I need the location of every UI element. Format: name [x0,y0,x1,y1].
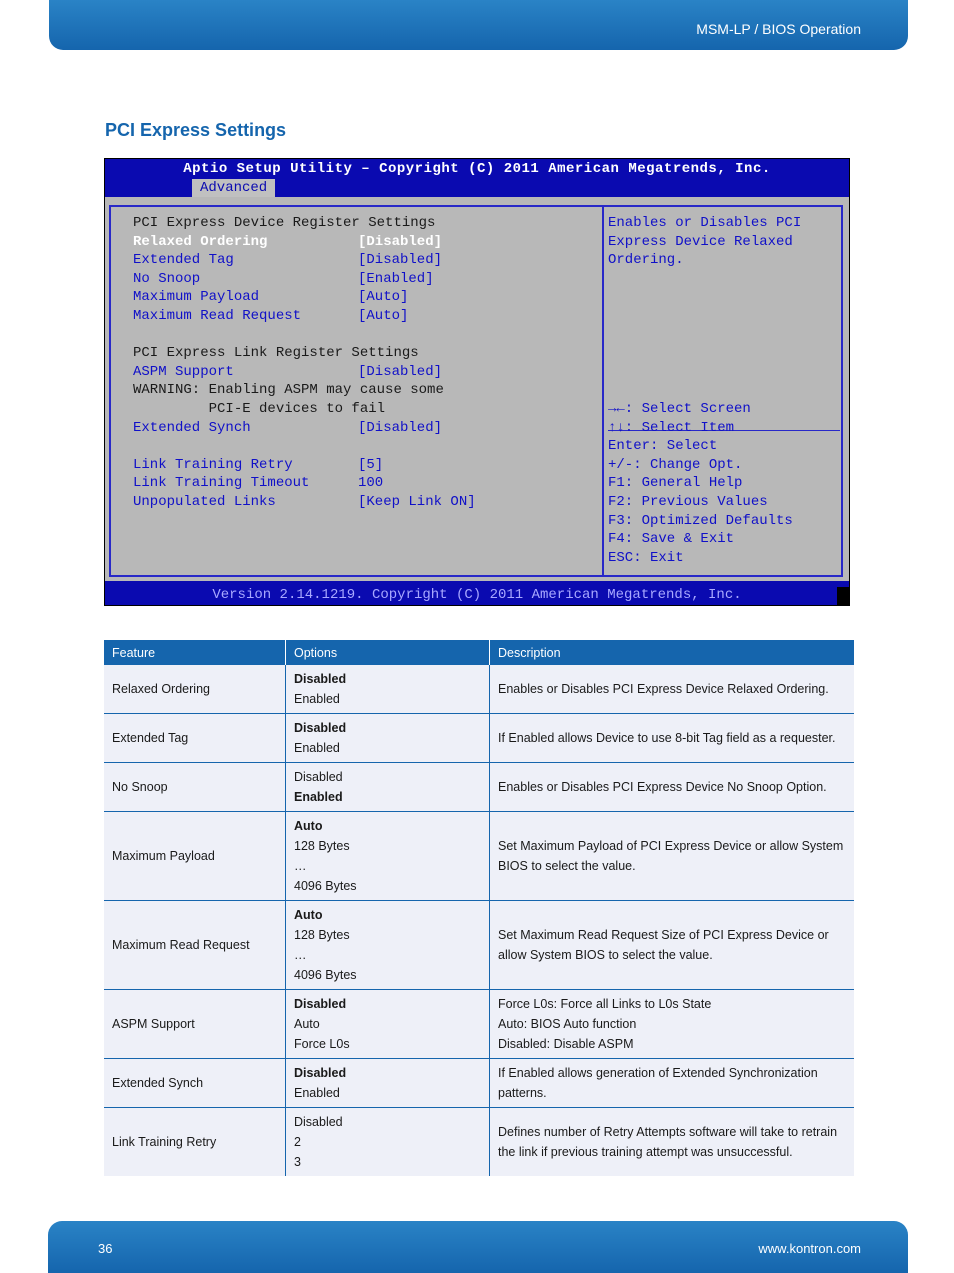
settings-table [104,640,854,1176]
section-title: PCI Express Settings [105,120,287,140]
option-value: … [294,948,307,962]
table-header-row [104,640,854,665]
option-value: Enabled [294,1086,340,1100]
option-value: Disabled [294,1066,347,1080]
table-body [104,665,854,1176]
page-header-bar [49,0,908,50]
bios-key-hint: F4: Save & Exit [608,531,735,548]
bios-setting-label: PCI-E devices to fail [133,401,386,417]
description-cell: Set Maximum Payload of PCI Express Device or allow System BIOS to select the value. [490,812,855,901]
page-number: 36 [98,1241,113,1256]
options-cell [286,714,490,763]
bios-setting-label[interactable]: No Snoop [133,270,201,287]
feature-cell: Extended Synch [104,1059,286,1108]
bios-setting-value[interactable]: [Disabled] [358,252,443,269]
bios-setting-value[interactable]: [Disabled] [358,363,443,380]
description-line: Force L0s: Force all Links to L0s State [498,997,712,1011]
option-value: … [294,859,307,873]
bios-key-hint: ESC: Exit [608,549,684,566]
bios-key-hint: ↑↓: Select Item [608,419,735,436]
options-cell [286,901,490,990]
table-row [104,714,854,763]
options-cell [286,1059,490,1108]
bios-key-hint: F2: Previous Values [608,494,768,510]
bios-setting-label[interactable]: Maximum Read Request [133,308,302,324]
bios-setting-label[interactable]: Extended Tag [133,252,234,269]
bios-setting-label[interactable]: Link Training Timeout [133,475,310,492]
bios-setting-value[interactable]: [Enabled] [358,270,434,287]
feature-cell: Maximum Read Request [104,901,286,990]
table-row [104,1108,854,1177]
option-value: Enabled [294,790,343,804]
bios-key-hint: F1: General Help [608,475,743,492]
feature-cell: Link Training Retry [104,1108,286,1177]
option-value: 4096 Bytes [294,879,357,893]
bios-screenshot [104,158,850,606]
bios-setting-label[interactable]: ASPM Support [133,363,234,380]
table-row [104,990,854,1059]
table-row [104,812,854,901]
description-cell [490,990,855,1059]
bios-setting-value[interactable]: [Disabled] [358,233,443,250]
bios-setting-value[interactable]: [Auto] [358,308,409,324]
description-cell: Set Maximum Read Request Size of PCI Express Device or allow System BIOS to select the value. [490,901,855,990]
option-value: Disabled [294,1115,343,1129]
table-row [104,901,854,990]
options-cell [286,665,490,714]
bios-divider [602,205,604,577]
header-title: MSM-LP / BIOS Operation [696,21,861,37]
feature-cell: No Snoop [104,763,286,812]
bios-setting-label: PCI Express Link Register Settings [133,345,419,362]
bios-key-hint: F3: Optimized Defaults [608,512,793,529]
option-value: Auto [294,819,323,833]
option-value: 4096 Bytes [294,968,357,982]
bios-setting-label[interactable]: Maximum Payload [133,289,260,306]
description-cell: Enables or Disables PCI Express Device No Snoop Option. [490,763,855,812]
bios-setting-value[interactable]: [Keep Link ON] [358,494,476,510]
table-row [104,763,854,812]
bios-setting-label[interactable]: Link Training Retry [133,456,293,473]
footer-url: www.kontron.com [758,1241,861,1256]
option-value: 128 Bytes [294,839,350,853]
bios-setting-value[interactable]: [Auto] [358,289,409,306]
bios-setting-label[interactable]: Extended Synch [133,419,251,436]
feature-cell: Maximum Payload [104,812,286,901]
bios-setting-label: PCI Express Device Register Settings [133,215,436,231]
option-value: Enabled [294,692,340,706]
bios-help-text: Express Device Relaxed [608,233,793,250]
description-cell: If Enabled allows generation of Extended Synchronization patterns. [490,1059,855,1108]
bios-footer: Version 2.14.1219. Copyright (C) 2011 American Megatrends, Inc. [212,587,742,603]
bios-tab-advanced: Advanced [192,179,275,197]
option-value: Disabled [294,721,347,735]
bios-setting-value[interactable]: [Disabled] [358,419,443,436]
bios-setting-label[interactable]: Relaxed Ordering [133,233,268,250]
options-cell [286,763,490,812]
bios-key-hint: →←: Select Screen [608,401,751,417]
feature-cell: ASPM Support [104,990,286,1059]
table-row [104,665,854,714]
description-cell: If Enabled allows Device to use 8-bit Tag field as a requester. [490,714,855,763]
option-value: Auto [294,908,323,922]
feature-cell: Extended Tag [104,714,286,763]
option-value: 3 [294,1155,301,1169]
feature-cell: Relaxed Ordering [104,665,286,714]
option-value: Enabled [294,741,340,755]
bios-setting-label: WARNING: Enabling ASPM may cause some [133,382,444,399]
description-cell: Enables or Disables PCI Express Device Relaxed Ordering. [490,665,855,714]
option-value: Force L0s [294,1037,350,1051]
option-value: Disabled [294,770,343,784]
bios-key-hint: Enter: Select [608,438,718,455]
description-line: Disabled: Disable ASPM [498,1037,634,1051]
table-row [104,1059,854,1108]
page-footer-bar [48,1221,908,1273]
option-value: Auto [294,1017,320,1031]
option-value: Disabled [294,997,347,1011]
bios-title: Aptio Setup Utility – Copyright (C) 2011 American Megatrends, Inc. [183,161,771,177]
bios-help-text: Ordering. [608,252,684,269]
description-line: Auto: BIOS Auto function [498,1017,637,1031]
bios-setting-label[interactable]: Unpopulated Links [133,494,276,510]
options-cell [286,990,490,1059]
bios-help-text: Enables or Disables PCI [608,215,802,231]
header-options: Options [286,640,490,665]
bios-setting-value[interactable]: 100 [358,475,384,492]
options-cell [286,812,490,901]
option-value: 128 Bytes [294,928,350,942]
header-description: Description [490,640,855,665]
option-value: Disabled [294,672,347,686]
description-cell: Defines number of Retry Attempts software will take to retrain the link if previous training attempt was unsuccessful. [490,1108,855,1177]
options-cell [286,1108,490,1177]
bios-key-hint: +/-: Change Opt. [608,456,743,473]
bios-footer-edge [837,587,849,606]
option-value: 2 [294,1135,301,1149]
bios-setting-value[interactable]: [5] [358,456,384,473]
bios-panel [105,197,849,581]
header-feature: Feature [104,640,286,665]
